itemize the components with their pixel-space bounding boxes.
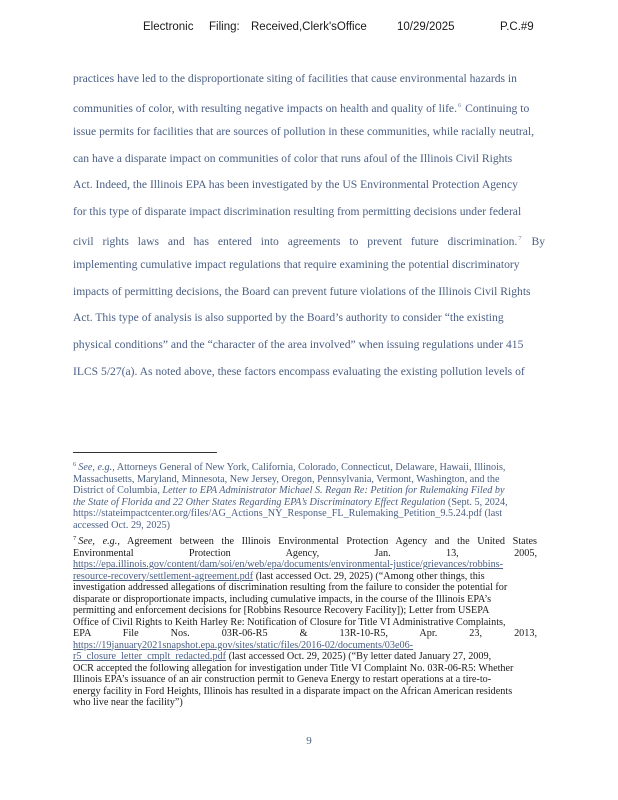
- footnote-line: permitting and enforcement decisions for [Robbins Resource Recovery Facility]); Letter from USEPA: [73, 605, 490, 616]
- letter-title: Letter to EPA Administrator Michael S. Regan Re: Petition for Rulemaking Filed by: [162, 485, 505, 496]
- footnote-line: investigation addressed allegations of discrimination resulting from the failure to consider the potential for: [73, 582, 508, 593]
- footnote-line: [73, 559, 537, 571]
- footnote-line: [73, 533, 537, 548]
- footnote-line: energy facility in Ford Heights, Illinois has resulted in a disparate impact on the African American residents: [73, 685, 513, 697]
- footnotes-section: [73, 459, 537, 709]
- body-line: issue permits for facilities that are sources of pollution in these communities, while racially neutral,: [73, 125, 535, 139]
- epa-closure-letter-link[interactable]: r5_closure_letter_cmplt_redacted.pdf: [73, 651, 227, 662]
- body-line: practices have led to the disproportionate siting of facilities that cause environmental hazards in: [73, 72, 517, 85]
- footnote-line: [73, 571, 537, 583]
- footnote-text: District of Columbia,: [73, 485, 160, 496]
- footnote-ref-7[interactable]: 7: [518, 234, 522, 242]
- body-line: impacts of permitting decisions, the Board can prevent future violations of the Illinois Civil Rights: [73, 284, 531, 298]
- body-line: implementing cumulative impact regulations that require examining the potential discriminatory: [73, 258, 520, 272]
- footnote-line: Massachusetts, Maryland, Minnesota, New Jersey, Oregon, Pennsylvania, Vermont, Washington, and the: [73, 473, 500, 485]
- illinois-epa-settlement-link[interactable]: https://epa.illinois.gov/content/dam/soi/en/web/epa/documents/environmental-justice/grievances/robbins-: [73, 559, 504, 570]
- illinois-epa-settlement-link[interactable]: resource-recovery/settlement-agreement.pdf: [73, 570, 254, 582]
- body-line: Act. Indeed, the Illinois EPA has been investigated by the US Environmental Protection Agency: [73, 178, 518, 192]
- header-filing: Filing:: [209, 21, 240, 33]
- epa-closure-letter-link[interactable]: https://19january2021snapshot.epa.gov/sites/static/files/2016-02/documents/03e06-: [73, 639, 414, 651]
- body-line-text: civil rights laws and has entered into agreements to prevent future discrimination.: [73, 234, 518, 248]
- body-line-text: By: [531, 234, 545, 248]
- footnote-line: Office of Civil Rights to Keith Harley Re: Notification of Closure for Title VI Administrative Complaints,: [73, 616, 506, 628]
- footnote-text: Attorneys General of New York, California, Colorado, Connecticut, Delaware, Hawaii, Illinois,: [116, 462, 506, 473]
- footnote-line: [73, 497, 537, 509]
- footnote-line: [73, 640, 537, 652]
- body-line-text: communities of color, with resulting negative impacts on health and quality of life.: [73, 101, 457, 115]
- footnote-7: [73, 533, 537, 709]
- footnote-separator: [73, 452, 217, 453]
- page-number: 9: [306, 735, 312, 747]
- footnote-mark: 6: [73, 461, 77, 468]
- body-line: [73, 228, 545, 255]
- footnote-line: OCR accepted the following allegation for investigation under Title VI Complaint No. 03R-06-R5: Whether: [73, 662, 514, 674]
- body-line: can have a disparate impact on communities of color that runs afoul of the Illinois Civil Rights: [73, 151, 513, 165]
- footnote-line: accessed Oct. 29, 2025): [73, 519, 171, 531]
- stateimpact-url[interactable]: https://stateimpactcenter.org/files/AG_Actions_NY_Response_FL_Rulemaking_Petition_9.5.24.pdf: [73, 508, 482, 519]
- body-line-text: Continuing to: [465, 101, 530, 115]
- filing-stamp-header: [0, 21, 618, 37]
- footnote-text: (last: [484, 508, 503, 519]
- header-electronic: Electronic: [143, 21, 194, 33]
- header-date: 10/29/2025: [397, 21, 455, 33]
- footnote-line: [73, 651, 537, 663]
- footnote-text: (Sept. 5, 2024,: [447, 496, 508, 508]
- footnote-line: who live near the facility”): [73, 697, 183, 708]
- body-line: Act. This type of analysis is also supported by the Board’s authority to consider “the existing: [73, 311, 504, 325]
- footnote-line: [73, 508, 537, 520]
- footnote-line: [73, 459, 537, 474]
- footnote-line: EPA File Nos. 03R-06-R5 & 13R-10-R5, Apr. 23, 2013,: [73, 628, 537, 639]
- footnote-line: Environmental Protection Agency, Jan. 13, 2005,: [73, 547, 537, 559]
- footnote-line: disparate or disproportionate impacts, including cumulative impacts, in the course of the Illinois EPA’s: [73, 593, 492, 605]
- body-paragraph: [73, 68, 545, 387]
- body-line: ILCS 5/27(a). As noted above, these factors encompass evaluating the existing pollution levels of: [73, 364, 525, 378]
- see-eg: See, e.g.,: [78, 462, 115, 473]
- body-line: for this type of disparate impact discrimination resulting from permitting decisions under federal: [73, 204, 522, 218]
- footnote-text: (last accessed Oct. 29, 2025) (“By letter dated January 27, 2009,: [228, 651, 492, 662]
- see-eg: See, e.g.,: [78, 536, 120, 547]
- letter-title: the State of Florida and 22 Other States Regarding EPA’s Discriminatory Effect Regulation: [73, 496, 446, 508]
- body-line: physical conditions” and the “character of the area involved” when issuing regulations under 415: [73, 337, 524, 351]
- footnote-line: Illinois EPA’s issuance of an air construction permit to Geneva Energy to restart operations at a tire-to-: [73, 674, 492, 685]
- footnote-6: [73, 459, 537, 531]
- footnote-text: Agreement between the Illinois Environmental Protection Agency and the United States: [127, 536, 538, 547]
- footnote-mark: 7: [73, 535, 77, 542]
- footnote-ref-6[interactable]: 6: [457, 101, 462, 109]
- footnote-text: (last accessed Oct. 29, 2025) (“Among other things, this: [255, 570, 485, 582]
- header-received: Received,Clerk'sOffice: [251, 21, 367, 33]
- body-line: [73, 95, 545, 122]
- footnote-line: [73, 485, 537, 497]
- header-pc-number: P.C.#9: [500, 21, 534, 33]
